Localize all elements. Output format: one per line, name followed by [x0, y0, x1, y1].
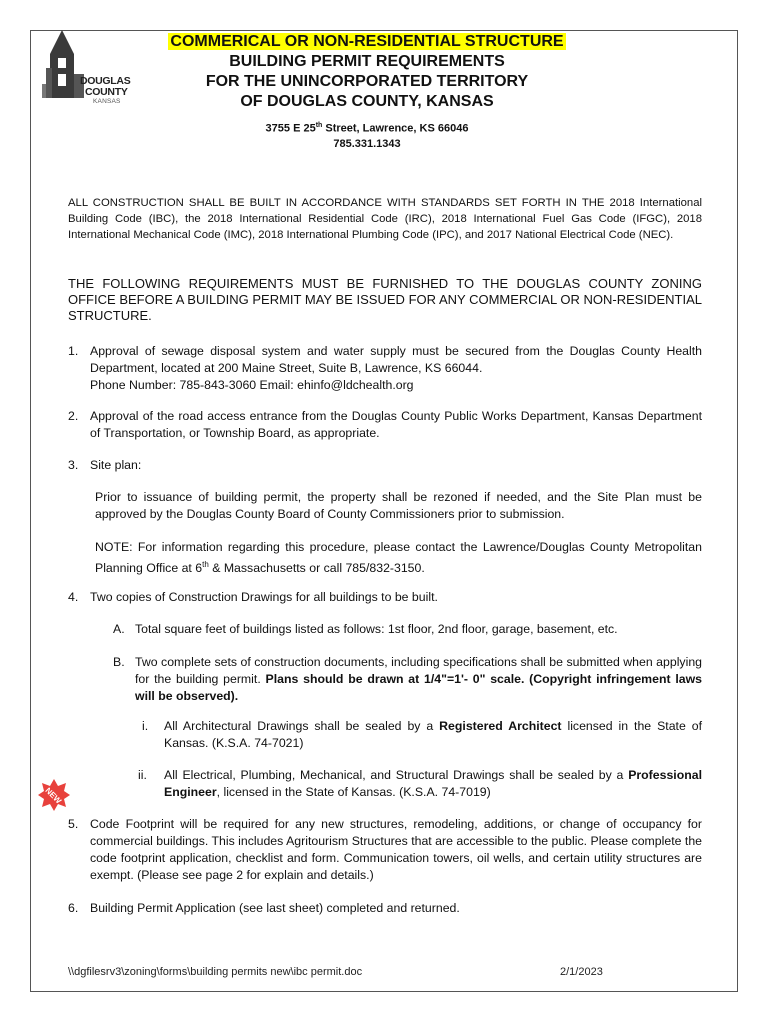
douglas-county-logo [38, 28, 131, 106]
item-number: 3. [68, 458, 79, 472]
requirements-heading: THE FOLLOWING REQUIREMENTS MUST BE FURNISHED TO THE DOUGLAS COUNTY ZONING OFFICE BEFORE A BUILDING PERMIT MAY BE ISSUED FOR ANY COMMERCIAL OR NON-RESIDENTIAL STRUCTURE. [68, 276, 702, 323]
site-plan-paragraph: Prior to issuance of building permit, the property shall be rezoned if needed, and the Site Plan must be approved by the Douglas County Board of County Commissioners prior to submission. [95, 490, 702, 521]
list-item [68, 816, 702, 884]
document-title-line-3: FOR THE UNINCORPORATED TERRITORY [205, 73, 529, 90]
footer-file-path: \\dgfilesrv3\zoning\forms\building permits new\ibc permit.doc [68, 966, 363, 978]
new-starburst-icon [37, 778, 71, 812]
item-number: 5. [68, 817, 79, 831]
document-title-line-4: OF DOUGLAS COUNTY, KANSAS [240, 93, 494, 110]
office-address: 3755 E 25th Street, Lawrence, KS 66046 [265, 122, 469, 135]
item-text: Approval of the road access entrance from the Douglas County Public Works Department, Kansas Department of Transportation, or Township Board, as appropriate. [90, 409, 702, 440]
new-badge [37, 778, 71, 812]
intro-paragraph: ALL CONSTRUCTION SHALL BE BUILT IN ACCORDANCE WITH STANDARDS SET FORTH IN THE 2018 International Building Code (IBC), the 2018 International Residential Code (IRC), 2018 International Fuel Gas Code (IFGC), 2018 International Mechanical Code (IMC), 2018 International Plumbing Code (IPC), and 2017 National Electrical Code (NEC). [68, 197, 702, 241]
svg-text:NEW: NEW [43, 785, 64, 806]
item-text: Building Permit Application (see last sheet) completed and returned. [90, 901, 460, 915]
logo-word-county: COUNTY [85, 86, 128, 98]
list-item [68, 408, 702, 442]
item-text: Two copies of Construction Drawings for all buildings to be built. [90, 590, 438, 604]
sub-item-i: i. All Architectural Drawings shall be sealed by a Registered Architect licensed in the State of Kansas. (K.S.A. 74-7021) [142, 719, 702, 750]
item-number: 6. [68, 901, 79, 915]
site-plan-note: NOTE: For information regarding this procedure, please contact the Lawrence/Douglas County Metropolitan Planning Office at 6th & Massachusetts or call 785/832-3150. [95, 540, 702, 576]
sub-item-b: B. Two complete sets of construction documents, including specifications shall be submitted when applying for the building permit. Plans should be drawn at 1/4"=1'- 0" scale. (Copyright infringement laws will be observed). [113, 655, 702, 703]
sub-item-ii: ii. All Electrical, Plumbing, Mechanical, and Structural Drawings shall be sealed by a Professional Engineer, licensed in the State of Kansas. (K.S.A. 74-7019) [138, 768, 702, 799]
list-item [68, 457, 702, 474]
document-title-line-2: BUILDING PERMIT REQUIREMENTS [229, 53, 505, 70]
item-text: Approval of sewage disposal system and water supply must be secured from the Douglas County Health Department, located at 200 Maine Street, Suite B, Lawrence, KS 66044. [90, 344, 702, 375]
scale-requirement: Plans should be drawn at 1/4"=1'- 0" scale. (Copyright infringement laws will be observed). [135, 672, 702, 703]
list-item [68, 343, 702, 394]
item-number: 1. [68, 344, 79, 358]
item-number: 2. [68, 409, 79, 423]
footer-date: 2/1/2023 [560, 966, 603, 978]
item-contact: Phone Number: 785-843-3060 Email: ehinfo@ldchealth.org [90, 378, 414, 392]
list-item [68, 900, 702, 917]
item-text: Code Footprint will be required for any new structures, remodeling, additions, or change of occupancy for commercial buildings. This includes Agritourism Structures that are accessible to the public. Please complete the code footprint application, checklist and form. Communication towers, oil wells, and certain utility structures are exempt. (Please see page 2 for explain and details.) [90, 817, 702, 882]
logo-word-kansas: KANSAS [93, 98, 121, 105]
list-item [68, 589, 702, 606]
office-phone: 785.331.1343 [333, 137, 401, 150]
sub-item-a: A. Total square feet of buildings listed as follows: 1st floor, 2nd floor, garage, basement, etc. [113, 622, 618, 636]
document-title-line-1: COMMERICAL OR NON-RESIDENTIAL STRUCTURE [170, 33, 564, 50]
item-text: Site plan: [90, 458, 142, 472]
item-number: 4. [68, 590, 79, 604]
courthouse-icon [40, 28, 88, 98]
document-title-block [140, 32, 594, 151]
logo-word-douglas: DOUGLAS [80, 75, 131, 87]
